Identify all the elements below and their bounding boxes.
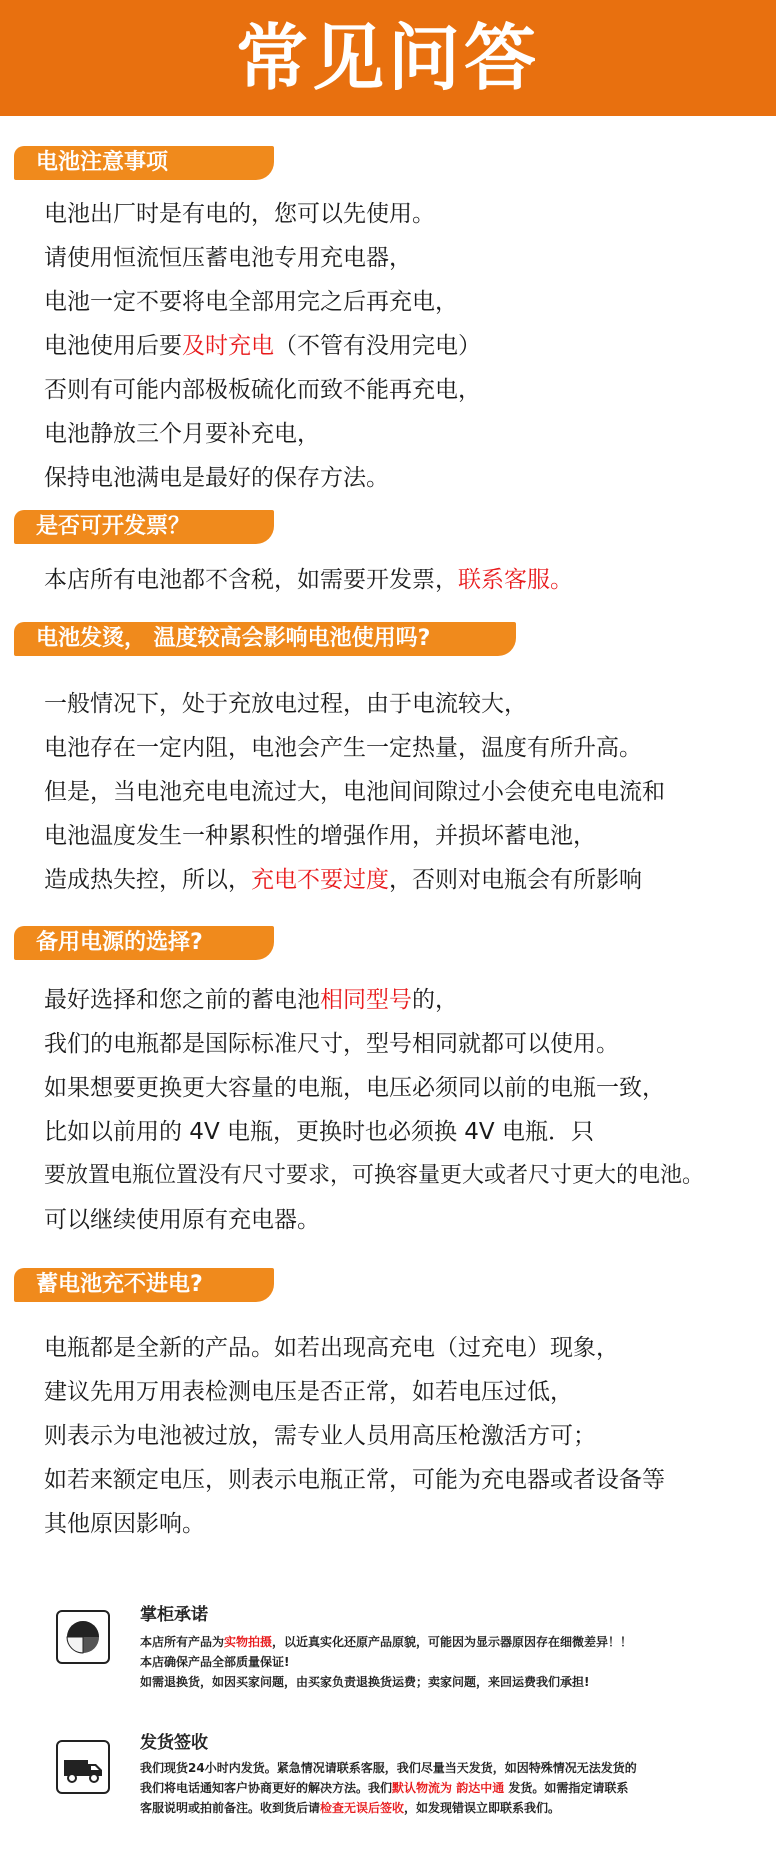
text-line: 保持电池满电是最好的保存方法。 <box>44 465 389 491</box>
section-title-charging-issue: 蓄电池充不进电? <box>14 1268 274 1302</box>
text-line: 电池一定不要将电全部用完之后再充电， <box>44 289 458 315</box>
promise-text: 本店所有产品为实物拍摄，以近真实化还原产品原貌，可能因为显示器原因存在细微差异！！ 本店确保产品全部质量保证! 如需退换货，如因买家问题，由买家负责退换货运费；卖家问题，来回运费我们承担! <box>140 1635 633 1689</box>
highlight-text: 充电不要过度 <box>251 867 389 893</box>
text-line: 否则有可能内部极板硫化而致不能再充电， <box>44 377 481 403</box>
text-line: 则表示为电池被过放，需专业人员用高压枪激活方可； <box>44 1423 596 1449</box>
section-title-battery-heat: 电池发烫， 温度较高会影响电池使用吗? <box>14 622 516 656</box>
text-line: 本店所有电池都不含税，如需要开发票，联系客服。 <box>44 567 573 593</box>
text-line: 我们的电瓶都是国际标准尺寸，型号相同就都可以使用。 <box>44 1031 619 1057</box>
text-line: 最好选择和您之前的蓄电池相同型号的， <box>44 987 458 1013</box>
battery-heat-text <box>44 682 665 902</box>
text-line: 电池存在一定内阻，电池会产生一定热量，温度有所升高。 <box>44 735 642 761</box>
text-line: 一般情况下，处于充放电过程，由于电流较大， <box>44 691 527 717</box>
section-title-backup-power: 备用电源的选择? <box>14 926 274 960</box>
pie-chart-icon <box>56 1610 110 1664</box>
promise-title: 掌柜承诺 <box>140 1605 208 1625</box>
shipping-title: 发货签收 <box>140 1733 208 1753</box>
text-line: 电池静放三个月要补充电， <box>44 421 320 447</box>
highlight-text: 相同型号 <box>320 987 412 1013</box>
shipping-text: 我们现货24小时内发货。紧急情况请联系客服，我们尽量当天发货，如因特殊情况无法发货的 我们将电话通知客户协商更好的解决方法。我们默认物流为 韵达中通 发货。如需指定请联系 客服说明或拍前备注。收到货后请检查无误后签收，如发现错误立即联系我们。 <box>140 1761 637 1815</box>
page-header <box>0 0 776 116</box>
text-line: 电瓶都是全新的产品。如若出现高充电（过充电）现象， <box>44 1335 619 1361</box>
page-title: 常见问答 <box>235 16 540 100</box>
text-line: 其他原因影响。 <box>44 1511 205 1537</box>
text-line: 要放置电瓶位置没有尺寸要求，可换容量更大或者尺寸更大的电池。 <box>44 1163 705 1188</box>
contact-service-link[interactable]: 联系客服。 <box>458 567 573 593</box>
text-line: 电池出厂时是有电的，您可以先使用。 <box>44 201 435 227</box>
text-line: 请使用恒流恒压蓄电池专用充电器， <box>44 245 412 271</box>
invoice-text <box>44 558 573 602</box>
text-line: 如若来额定电压，则表示电瓶正常，可能为充电器或者设备等 <box>44 1467 665 1493</box>
text-line: 可以继续使用原有充电器。 <box>44 1207 320 1233</box>
text-line: 造成热失控，所以，充电不要过度，否则对电瓶会有所影响 <box>44 867 642 893</box>
truck-icon <box>56 1740 110 1794</box>
battery-notes-text <box>44 192 481 500</box>
shipping-block <box>56 1728 756 1848</box>
promise-block <box>56 1600 756 1720</box>
text-line: 电池使用后要及时充电（不管有没用完电） <box>44 333 481 359</box>
text-line: 如果想要更换更大容量的电瓶，电压必须同以前的电瓶一致， <box>44 1075 665 1101</box>
highlight-text: 及时充电 <box>182 333 274 359</box>
section-title-battery-notes: 电池注意事项 <box>14 146 274 180</box>
text-line: 电池温度发生一种累积性的增强作用，并损坏蓄电池， <box>44 823 596 849</box>
text-line: 比如以前用的 4V 电瓶，更换时也必须换 4V 电瓶．只 <box>44 1119 594 1145</box>
text-line: 建议先用万用表检测电压是否正常，如若电压过低， <box>44 1379 573 1405</box>
text-line: 但是，当电池充电电流过大，电池间间隙过小会使充电电流和 <box>44 779 665 805</box>
charging-issue-text <box>44 1326 665 1546</box>
section-title-invoice: 是否可开发票？ <box>14 510 274 544</box>
backup-power-text <box>44 978 704 1242</box>
